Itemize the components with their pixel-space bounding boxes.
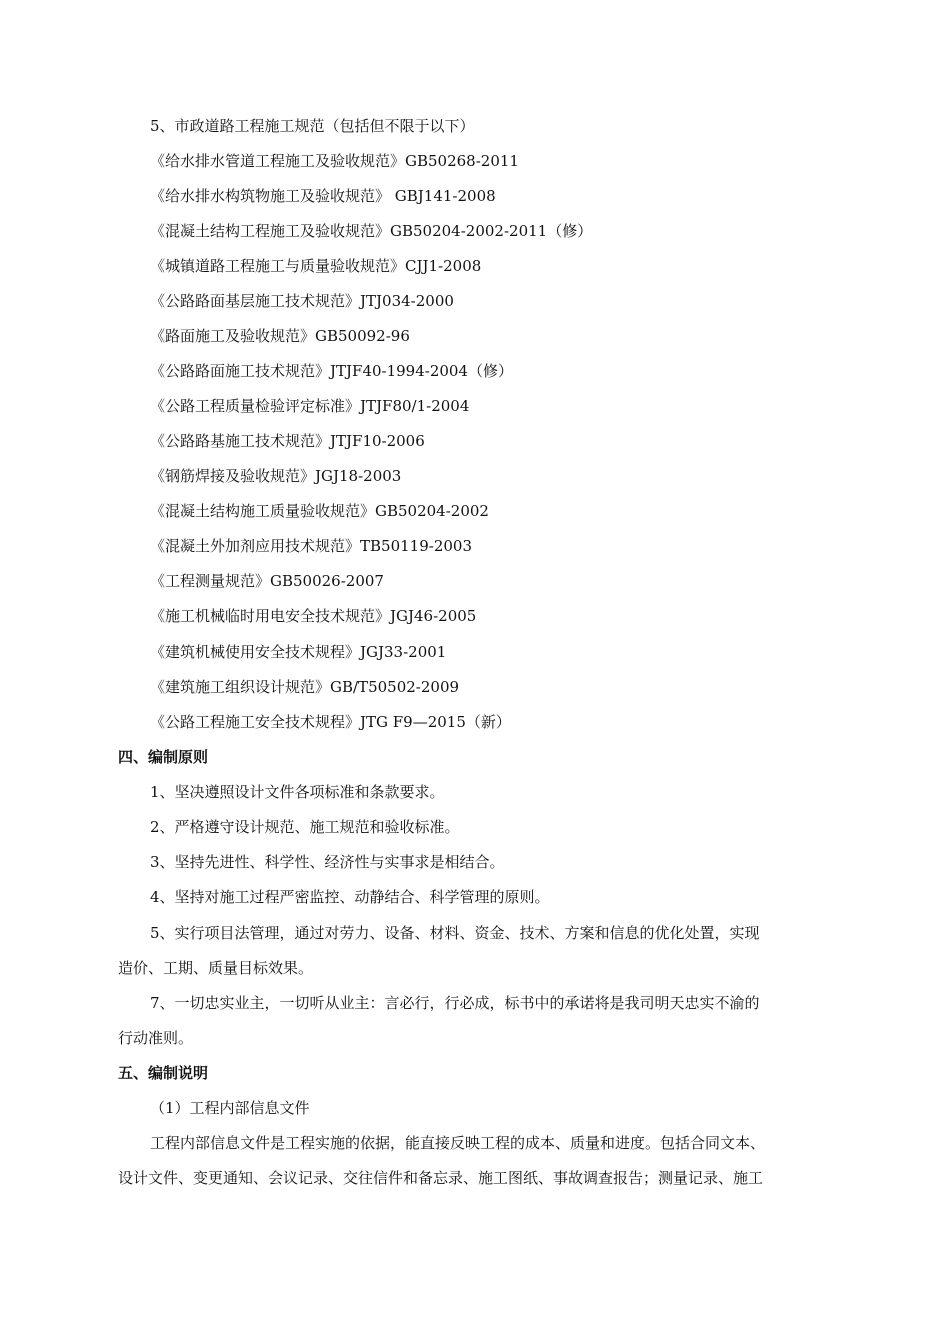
standard-item: 《钢筋焊接及验收规范》JGJ18-2003 — [150, 467, 402, 485]
principle-item: 7、一切忠实业主，一切听从业主：言必行，行必成，标书中的承诺将是我司明天忠实不渝的 — [150, 994, 760, 1012]
standard-item: 《公路工程施工安全技术规程》JTG F9—2015（新） — [150, 713, 511, 731]
section-heading-principles: 四、编制原则 — [118, 748, 209, 766]
principle-item: 3、坚持先进性、科学性、经济性与实事求是相结合。 — [150, 853, 505, 871]
principle-item: 2、严格遵守设计规范、施工规范和验收标准。 — [150, 818, 460, 836]
standard-item: 《公路路面基层施工技术规范》JTJ034-2000 — [150, 292, 454, 310]
standard-item: 《公路工程质量检验评定标准》JTJF80/1-2004 — [150, 397, 470, 415]
standard-item: 《路面施工及验收规范》GB50092-96 — [150, 327, 410, 345]
principle-item: 4、坚持对施工过程严密监控、动静结合、科学管理的原则。 — [150, 888, 550, 906]
standard-item: 《公路路面施工技术规范》JTJF40-1994-2004（修） — [150, 362, 514, 380]
standard-item: 《公路路基施工技术规范》JTJF10-2006 — [150, 432, 425, 450]
principle-item: 1、坚决遵照设计文件各项标准和条款要求。 — [150, 783, 445, 801]
standards-intro: 5、市政道路工程施工规范（包括但不限于以下） — [150, 117, 475, 135]
principle-item-continued: 造价、工期、质量目标效果。 — [118, 959, 314, 977]
standard-item: 《建筑机械使用安全技术规程》JGJ33-2001 — [150, 643, 447, 661]
standard-item: 《给水排水构筑物施工及验收规范》 GBJ141-2008 — [150, 187, 496, 205]
standard-item: 《混凝土外加剂应用技术规范》TB50119-2003 — [150, 537, 472, 555]
body-paragraph: 工程内部信息文件是工程实施的依据，能直接反映工程的成本、质量和进度。包括合同文本、 — [150, 1134, 766, 1152]
standard-item: 《建筑施工组织设计规范》GB/T50502-2009 — [150, 678, 460, 696]
section-heading-notes: 五、编制说明 — [118, 1064, 209, 1082]
standard-item: 《城镇道路工程施工与质量验收规范》CJJ1-2008 — [150, 257, 482, 275]
subheading: （1）工程内部信息文件 — [150, 1099, 310, 1117]
standard-item: 《施工机械临时用电安全技术规范》JGJ46-2005 — [150, 607, 477, 625]
standard-item: 《混凝土结构工程施工及验收规范》GB50204-2002-2011（修） — [150, 222, 593, 240]
body-paragraph-continued: 设计文件、变更通知、会议记录、交往信件和备忘录、施工图纸、事故调查报告；测量记录、施工 — [118, 1169, 764, 1187]
principle-item: 5、实行项目法管理，通过对劳力、设备、材料、资金、技术、方案和信息的优化处置，实现 — [150, 924, 760, 942]
standard-item: 《混凝土结构施工质量验收规范》GB50204-2002 — [150, 502, 489, 520]
principle-item-continued: 行动准则。 — [118, 1029, 194, 1047]
standard-item: 《给水排水管道工程施工及验收规范》GB50268-2011 — [150, 152, 519, 170]
standard-item: 《工程测量规范》GB50026-2007 — [150, 572, 384, 590]
